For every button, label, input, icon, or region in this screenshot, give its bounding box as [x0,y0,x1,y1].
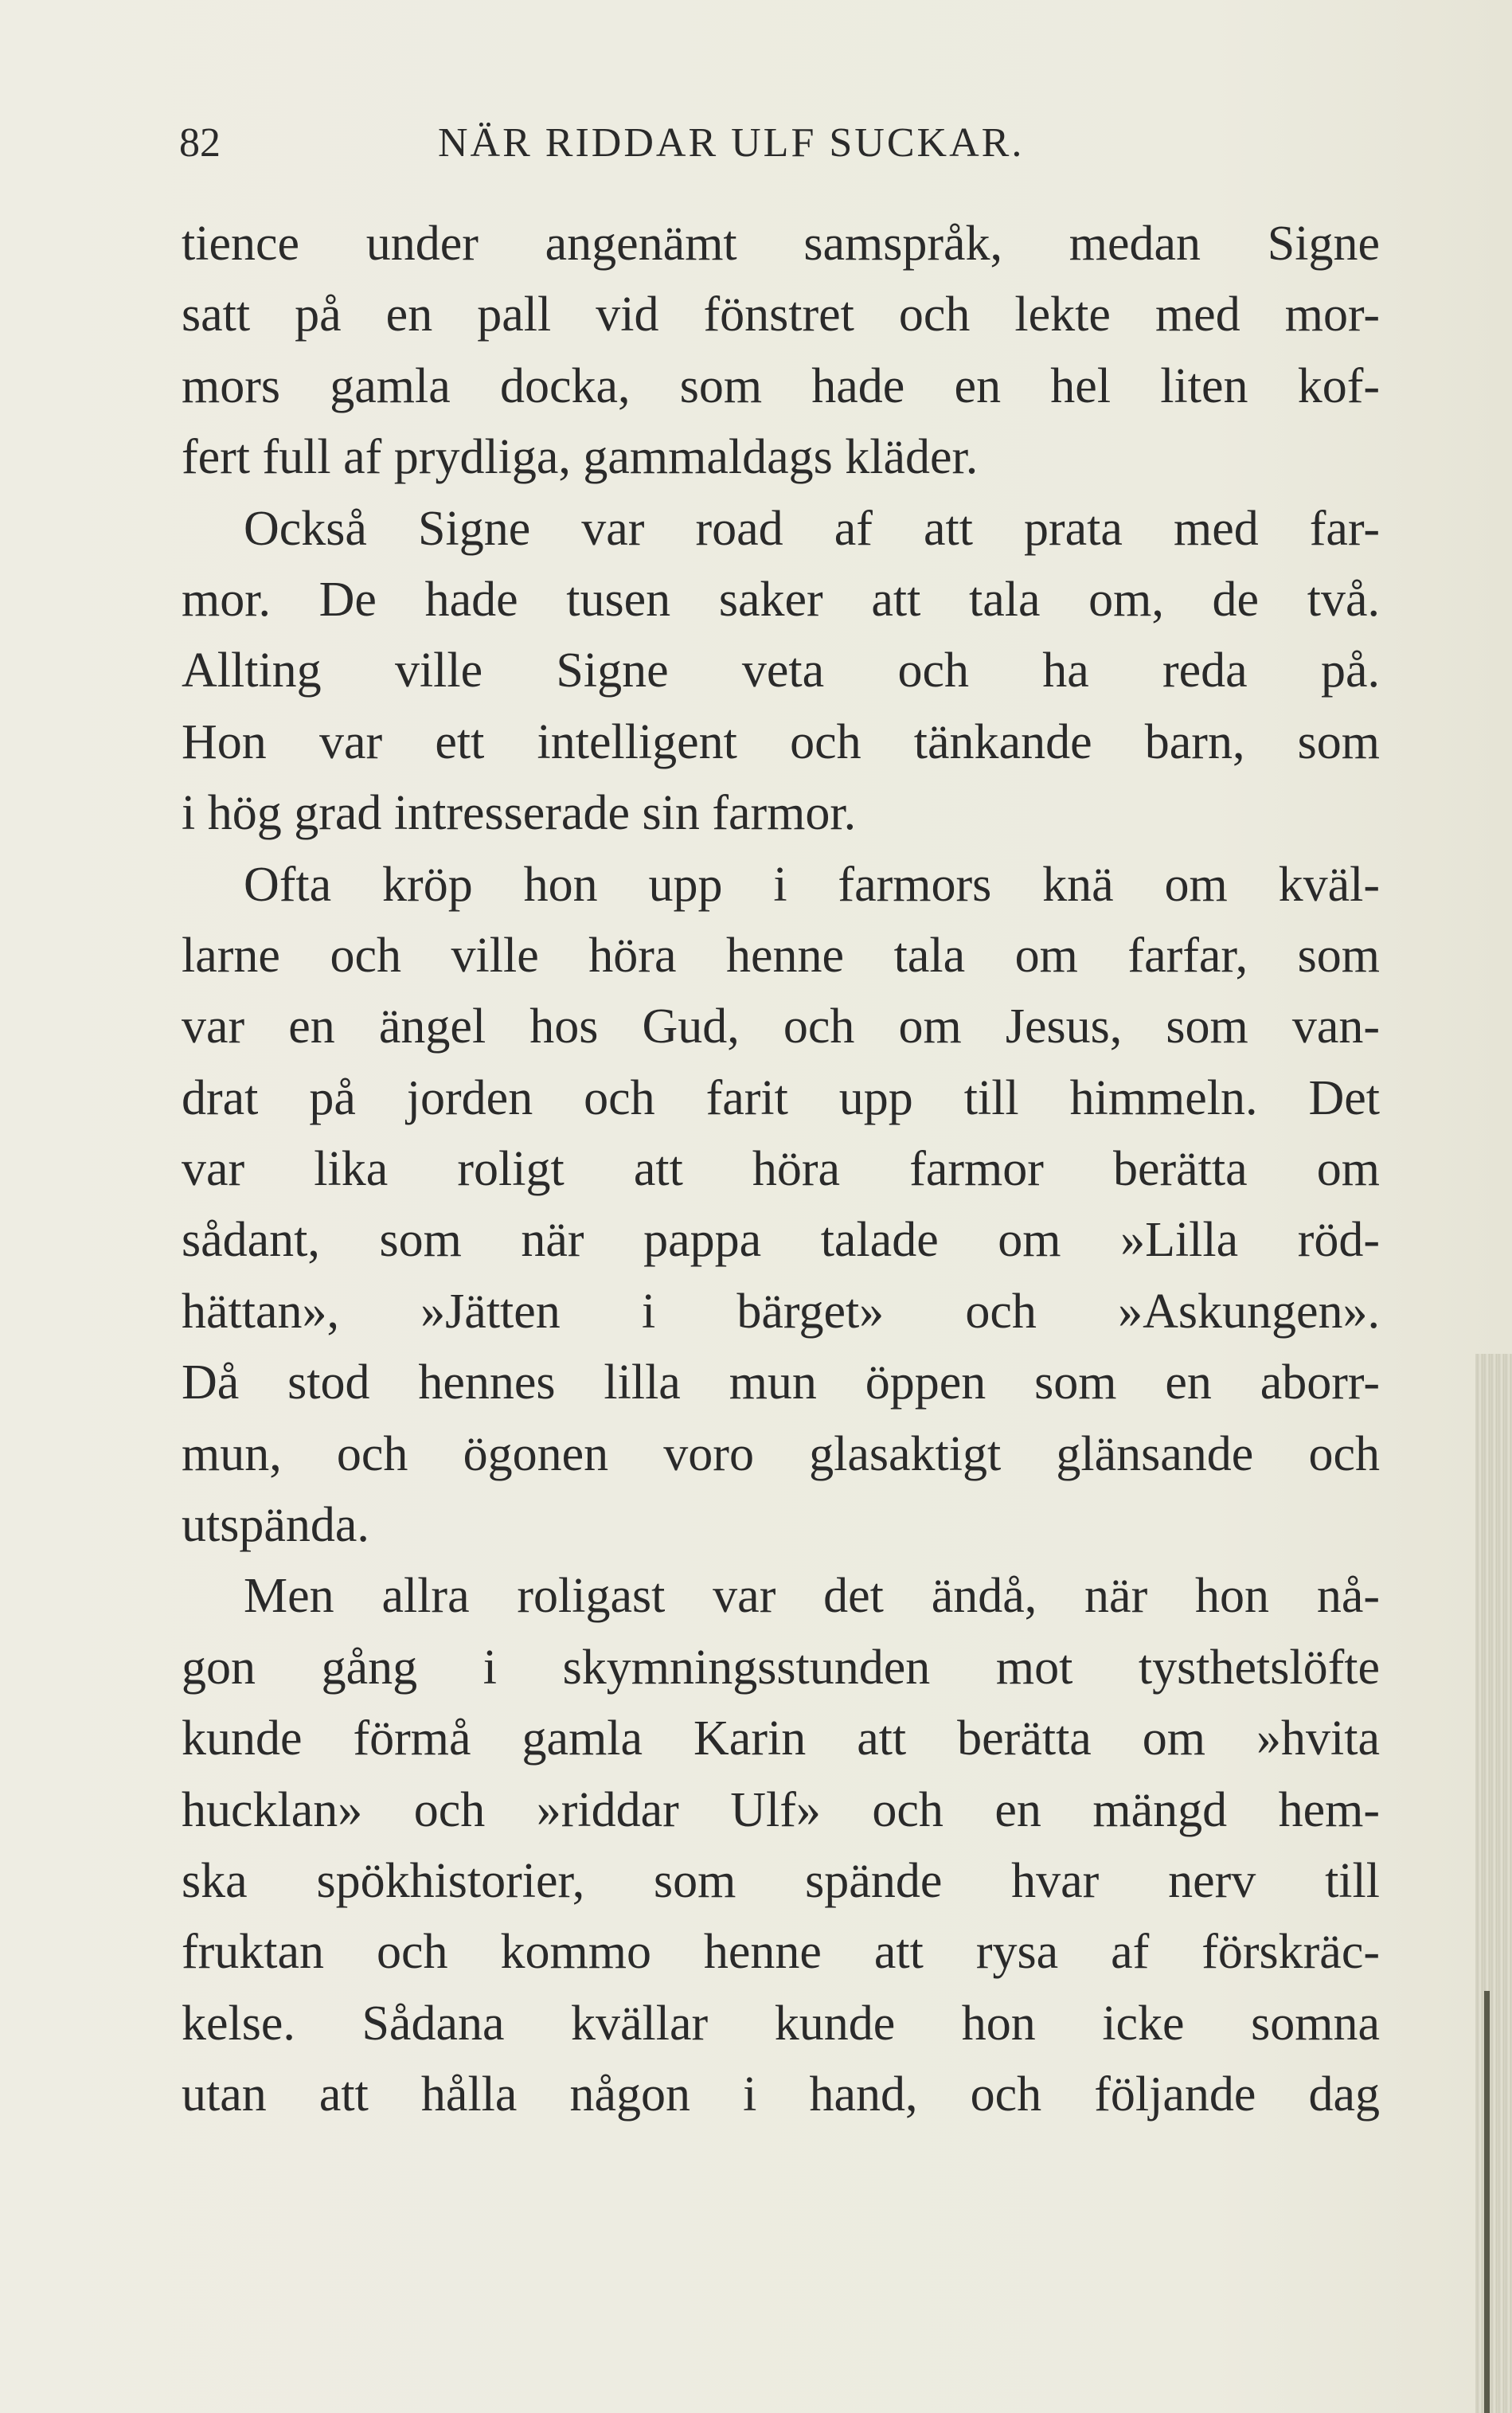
text-line: mun, och ögonen voro glasaktigt glänsande och [182,1426,1380,1481]
text-line: var lika roligt att höra farmor berätta om [182,1142,1380,1197]
text-line: hucklan» och »riddar Ulf» och en mängd hem- [182,1782,1380,1837]
text-line: utan att hålla någon i hand, och följande dag [182,2067,1380,2122]
binding-edge [1484,1991,1490,2413]
text-line: Ofta kröp hon upp i farmors knä om kväl- [244,857,1380,912]
text-line: kunde förmå gamla Karin att berätta om »hvita [182,1711,1380,1766]
text-line: gon gång i skymningsstunden mot tysthetslöfte [182,1640,1380,1695]
running-title: NÄR RIDDAR ULF SUCKAR. [438,120,1025,166]
text-line: mors gamla docka, som hade en hel liten kof- [182,358,1380,413]
text-line: kelse. Sådana kvällar kunde hon icke somna [182,1996,1380,2051]
text-line: satt på en pall vid fönstret och lekte med mor- [182,287,1380,342]
page-edge-shadow [1475,1354,1512,2413]
text-line: utspända. [182,1498,369,1553]
text-line: Hon var ett intelligent och tänkande barn, som [182,714,1380,769]
text-line: ska spökhistorier, som spände hvar nerv till [182,1853,1380,1908]
text-line: larne och ville höra henne tala om farfar, som [182,928,1380,983]
text-line: Då stod hennes lilla mun öppen som en aborr- [182,1355,1380,1410]
page-number: 82 [179,120,221,166]
text-line: i hög grad intresserade sin farmor. [182,786,857,841]
text-line: tience under angenämt samspråk, medan Signe [182,217,1380,271]
text-line: drat på jorden och farit upp till himmeln. Det [182,1070,1380,1125]
text-line: fert full af prydliga, gammaldags kläder. [182,430,979,485]
text-line: var en ängel hos Gud, och om Jesus, som van- [182,999,1380,1054]
text-line: fruktan och kommo henne att rysa af förskräc- [182,1925,1380,1980]
running-head [179,111,1393,175]
text-line: mor. De hade tusen saker att tala om, de två. [182,572,1380,627]
body-text [182,209,1380,2131]
text-line: Men allra roligast var det ändå, när hon nå- [244,1569,1380,1624]
text-line: Allting ville Signe veta och ha reda på. [182,643,1380,698]
text-line: hättan», »Jätten i bärget» och »Askungen». [182,1284,1380,1339]
text-line: sådant, som när pappa talade om »Lilla röd- [182,1213,1380,1268]
text-line: Också Signe var road af att prata med far- [244,501,1380,556]
